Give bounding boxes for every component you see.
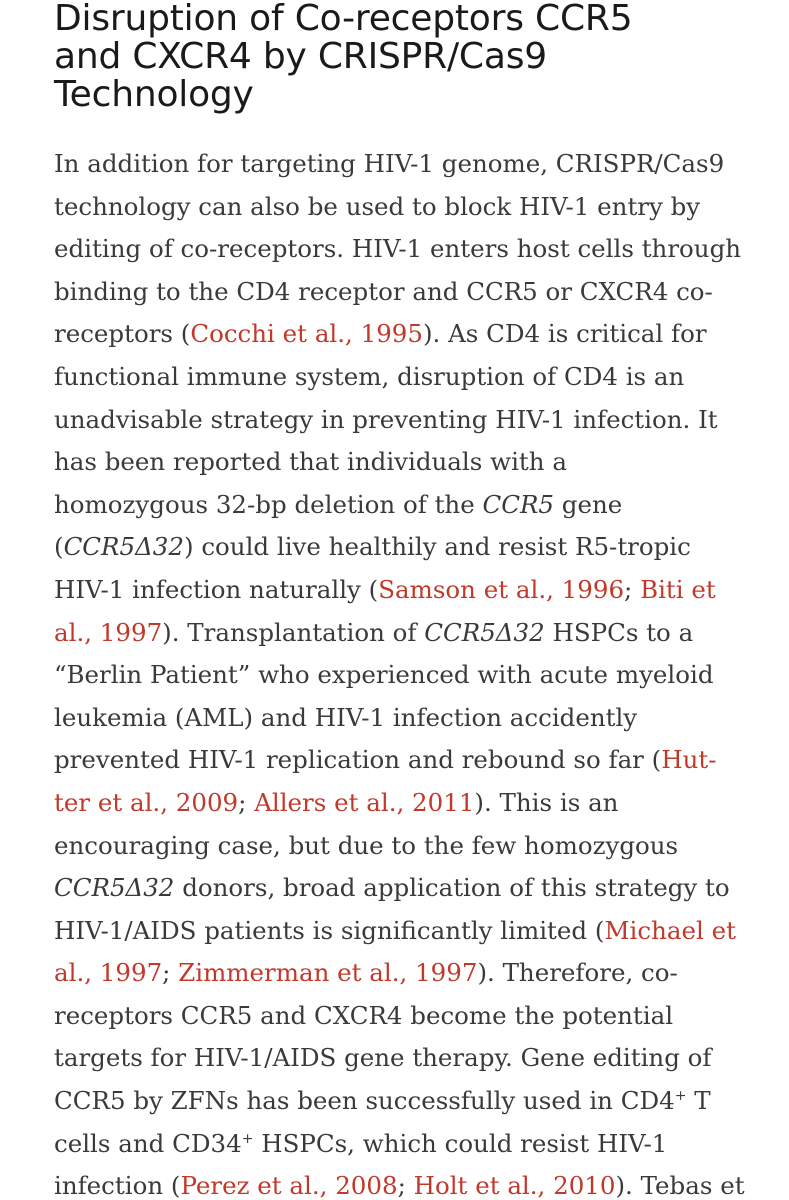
line-text: In addition for targeting HIV-1 genome, CRISPR/Cas9 (54, 149, 725, 178)
text-line (54, 782, 784, 825)
text-line (54, 441, 784, 484)
heading-line: Technology (54, 74, 254, 115)
line-text: ; (238, 787, 255, 817)
line-text: donors, broad application of this strategy to (174, 873, 730, 903)
line-text: leukemia (AML) and HIV-1 infection accidently (54, 702, 638, 732)
line-text: binding to the CD4 receptor and CCR5 or CXCR4 co- (54, 276, 713, 306)
text-line (54, 1165, 784, 1200)
text-line (54, 484, 784, 527)
text-line (54, 995, 784, 1038)
line-text: CCR5 by ZFNs has been successfully used in CD4 (54, 1086, 675, 1116)
line-text: T (686, 1086, 711, 1116)
text-line (54, 569, 784, 612)
citation-link[interactable]: Zimmerman et al., 1997 (178, 958, 478, 988)
text-line (54, 186, 784, 229)
superscript-plus: + (674, 1088, 687, 1105)
line-text: ; (162, 958, 179, 988)
citation-link[interactable]: Holt et al., 2010 (413, 1171, 616, 1200)
gene-name: CCR5Δ32 (54, 873, 175, 903)
line-text: ). Transplantation of (162, 617, 425, 647)
text-line (54, 910, 784, 953)
text-line (54, 271, 784, 314)
text-line (54, 952, 784, 995)
citation-link[interactable]: ter et al., 2009 (54, 787, 239, 817)
text-line (54, 1123, 784, 1166)
line-text: prevented HIV-1 replication and rebound so far ( (54, 745, 662, 775)
line-text: ). This is an (474, 787, 619, 817)
body-paragraph (54, 143, 784, 1200)
line-text: ; (624, 574, 641, 604)
text-line (54, 612, 784, 655)
citation-link[interactable]: Allers et al., 2011 (254, 787, 475, 817)
citation-link[interactable]: al., 1997 (54, 617, 163, 647)
heading-line: and CXCR4 by CRISPR/Cas9 (54, 36, 547, 77)
line-text: HIV-1/AIDS patients is significantly limited ( (54, 915, 605, 945)
text-line (54, 313, 784, 356)
citation-link[interactable]: Michael et (604, 915, 736, 945)
gene-name: CCR5Δ32 (63, 532, 184, 562)
citation-link[interactable]: Hut- (661, 745, 717, 775)
line-text: ( (54, 532, 64, 562)
line-text: HSPCs to a (544, 617, 694, 647)
line-text: ) could live healthily and resist R5-tropic (183, 532, 691, 562)
text-line (54, 825, 784, 868)
line-text: receptors CCR5 and CXCR4 become the potential (54, 1000, 674, 1030)
text-line (54, 1037, 784, 1080)
text-line (54, 228, 784, 271)
citation-link[interactable]: Perez et al., 2008 (180, 1171, 398, 1200)
line-text: unadvisable strategy in preventing HIV-1 infection. It (54, 404, 718, 434)
text-line (54, 526, 784, 569)
text-line (54, 654, 784, 697)
citation-link[interactable]: Samson et al., 1996 (378, 574, 625, 604)
line-text: HIV-1 infection naturally ( (54, 574, 379, 604)
line-text: “Berlin Patient” who experienced with acute myeloid (54, 660, 714, 690)
line-text: ). Tebas et (615, 1171, 745, 1200)
line-text: ; (397, 1171, 414, 1200)
line-text: ). As CD4 is critical for (422, 319, 707, 349)
text-line (54, 867, 784, 910)
line-text: infection ( (54, 1171, 181, 1200)
text-line (54, 1080, 784, 1123)
superscript-plus: + (241, 1130, 254, 1147)
line-text: functional immune system, disruption of CD4 is an (54, 361, 685, 391)
text-line (54, 356, 784, 399)
gene-name: CCR5 (482, 489, 555, 519)
line-text: receptors ( (54, 319, 191, 349)
text-line (54, 399, 784, 442)
line-text: technology can also be used to block HIV-1 entry by (54, 191, 701, 221)
line-text: gene (554, 489, 623, 519)
line-text: cells and CD34 (54, 1128, 242, 1158)
text-line (54, 143, 784, 186)
citation-link[interactable]: Biti et (640, 574, 716, 604)
line-text: HSPCs, which could resist HIV-1 (253, 1128, 668, 1158)
text-line (54, 697, 784, 740)
line-text: ). Therefore, co- (477, 958, 678, 988)
line-text: homozygous 32-bp deletion of the (54, 489, 483, 519)
section-heading (54, 0, 774, 114)
line-text: has been reported that individuals with a (54, 447, 567, 477)
text-line (54, 739, 784, 782)
citation-link[interactable]: al., 1997 (54, 958, 163, 988)
line-text: targets for HIV-1/AIDS gene therapy. Gene editing of (54, 1043, 712, 1073)
line-text: encouraging case, but due to the few homozygous (54, 830, 679, 860)
gene-name: CCR5Δ32 (424, 617, 545, 647)
line-text: editing of co-receptors. HIV-1 enters host cells through (54, 234, 742, 264)
citation-link[interactable]: Cocchi et al., 1995 (190, 319, 423, 349)
heading-line: Disruption of Co-receptors CCR5 (54, 0, 633, 39)
